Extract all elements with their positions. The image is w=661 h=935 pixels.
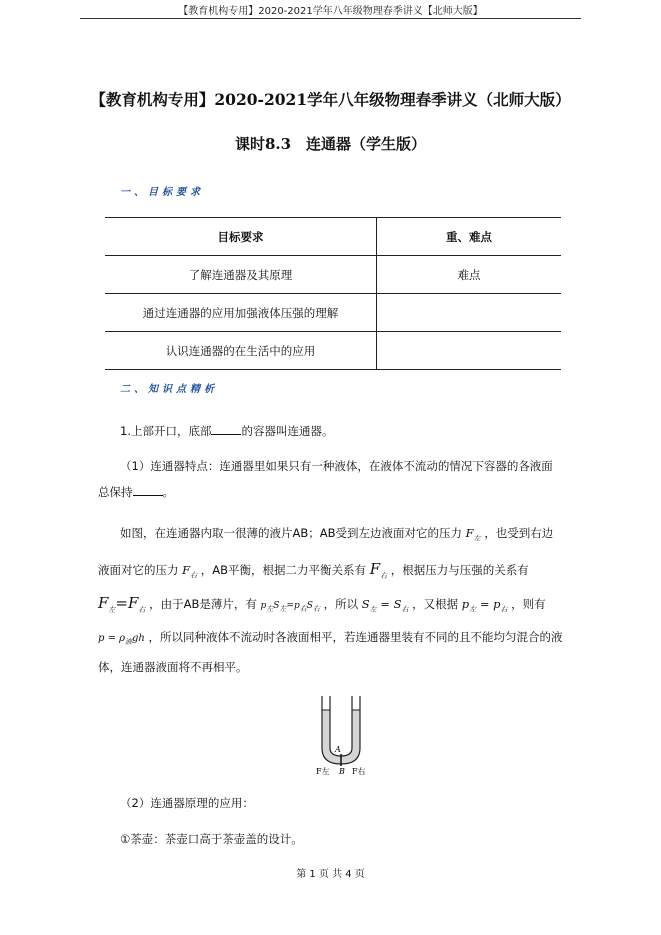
table-cell [377,332,562,370]
formula-force-equality: $F_左=F_右$ [98,594,146,614]
table-cell: 难点 [377,256,562,294]
text-span: ，则有 [511,597,546,611]
table-header-cell: 目标要求 [105,218,377,256]
table-row [105,332,561,370]
running-header: 【教育机构专用】2020-2021学年八年级物理春季讲义【北师大版】 [178,6,483,17]
table-cell: 通过连通器的应用加强液体压强的理解 [105,294,377,332]
derivation-line-3 [98,596,546,618]
table-row [105,294,561,332]
paragraph-feature-line2 [98,484,174,500]
text-span: 1.上部开口，底部 [120,424,212,438]
paragraph-definition [120,423,333,439]
document-title: 【教育机构专用】2020-2021学年八年级物理春季讲义（北师大版） [90,90,571,109]
fill-blank [133,484,163,496]
connected-vessel-figure [312,690,370,782]
text-span: ，所以 [323,597,359,611]
page-footer: 第 1 页 共 4 页 [296,869,365,880]
table-cell: 认识连通器的在生活中的应用 [105,332,377,370]
text-span: ，所以同种液体不流动时各液面相平，若连通器里装有不同的且不能均匀混合的液 [148,630,563,644]
text-span: ，AB平衡，根据二力平衡关系有 [200,563,367,577]
text-span: ，由于AB是薄片，有 [149,597,257,611]
derivation-line-2 [98,562,529,584]
text-span: 总保持 [98,485,133,499]
formula-area-equality: $S_左 = S_右$ [361,597,409,614]
paragraph-feature-line1: （1）连通器特点：连通器里如果只有一种液体，在液体不流动的情况下容器的各液面 [120,459,553,473]
text-span: 。 [162,485,174,499]
formula-force-balance: $F_右$ [369,560,388,580]
text-span: ，根据压力与压强的关系有 [390,563,529,577]
lesson-title: 课时8.3 连通器（学生版） [234,135,427,153]
paragraph-teapot: ①茶壶：茶壶口高于茶壶盖的设计。 [120,832,303,846]
figure-label-b: B [339,767,345,776]
figure-label-f-left: F左 [316,767,330,776]
formula-f-right: $F_右$ [182,563,198,580]
table-header-cell: 重、难点 [377,218,562,256]
text-span: 如图，在连通器内取一很薄的液片AB；AB受到左边液面对它的压力 [120,526,463,540]
formula-pressure-area: $p_左S_左=p_右S_右$ [260,601,320,613]
table-row [105,256,561,294]
fill-blank [211,423,241,435]
table-cell [377,294,562,332]
table-cell: 了解连通器及其原理 [105,256,377,294]
goals-table [105,217,561,370]
section-heading-knowledge: 二、知识点精析 [120,384,218,395]
paragraph-applications: （2）连通器原理的应用： [120,796,254,810]
text-span: 的容器叫连通器。 [241,424,334,438]
text-span: ，也受到右边 [484,526,554,540]
derivation-line-4 [98,630,563,650]
derivation-line-1 [120,526,553,546]
table-header-row [105,218,561,256]
formula-f-left: $F_左$ [465,526,481,543]
figure-label-a: A [335,745,341,754]
header-rule [80,18,581,19]
formula-liquid-pressure: $p = \rho_液gh$ [98,633,145,646]
formula-pressure-equality: $p_左 = p_右$ [461,597,508,614]
text-span: 液面对它的压力 [98,563,179,577]
figure-label-f-right: F右 [352,767,366,776]
text-span: ，又根据 [412,597,459,611]
derivation-line-5: 体，连通器液面将不再相平。 [98,660,248,674]
section-heading-goals: 一、目标要求 [120,187,204,198]
